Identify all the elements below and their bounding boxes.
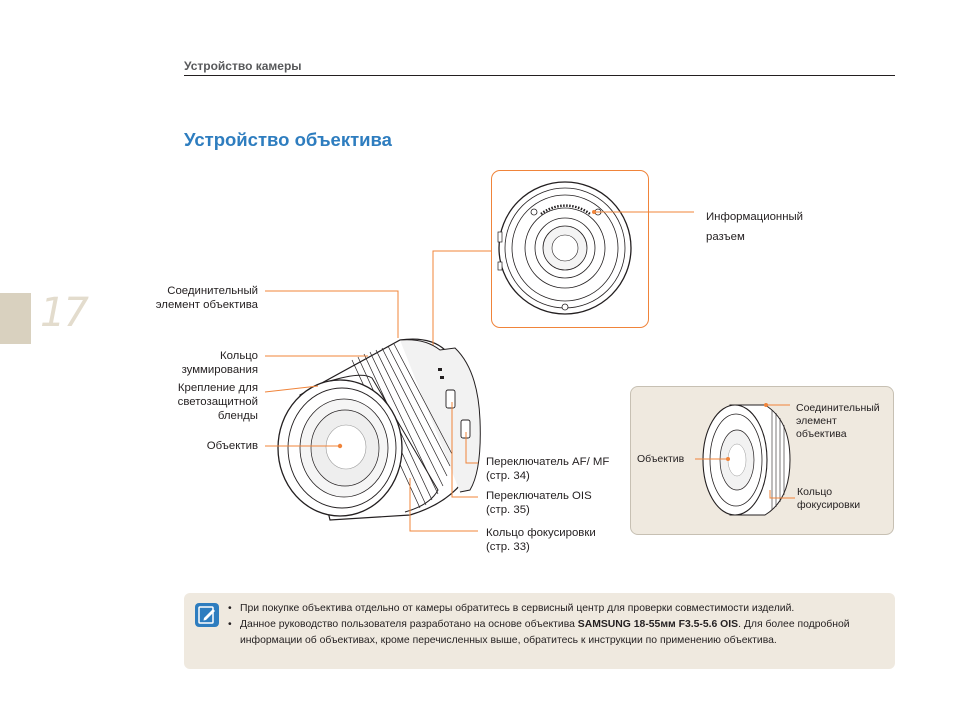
page-number: 17 [40,290,87,336]
page-title: Устройство объектива [184,129,392,150]
pencil-note-icon [195,603,219,627]
inset-label-focus-ring: Кольцо фокусировки [797,486,861,511]
label-lens: Объектив [206,440,258,452]
label-mount-index: Соединительный элемент объектива [155,285,258,311]
rear-mount-illustration [498,182,631,314]
label-hood-mount: Крепление для светозащитной бленды [177,382,258,422]
note-lens-model: SAMSUNG 18-55мм F3.5-5.6 OIS [577,619,739,630]
label-zoom-ring: Кольцо зуммирования [181,350,258,376]
label-info-connector: Информационный разъем [706,211,804,243]
inset-label-mount-index: Соединительный элемент объектива [796,402,880,440]
inset-label-lens: Объектив [637,453,685,465]
label-af-mf-switch: Переключатель AF/ MF (стр. 34) [486,456,610,482]
label-focus-ring: Кольцо фокусировки (стр. 33) [486,527,596,553]
section-header: Устройство камеры [184,59,302,73]
label-ois-switch: Переключатель OIS (стр. 35) [486,490,592,516]
note-item-2: • Данное руководство пользователя разработано на основе объектива SAMSUNG 18-55мм F3.5-5.6 OIS. Для более подробной информации об объективах, кроме перечисленных выше, обратитесь к инструкции по применению объектива. [228,617,868,649]
note-list [228,601,868,649]
note-item-1: • При покупке объектива отдельно от камеры обратитесь в сервисный центр для проверки совместимости изделий. [228,601,868,617]
main-lens-illustration [278,339,480,520]
